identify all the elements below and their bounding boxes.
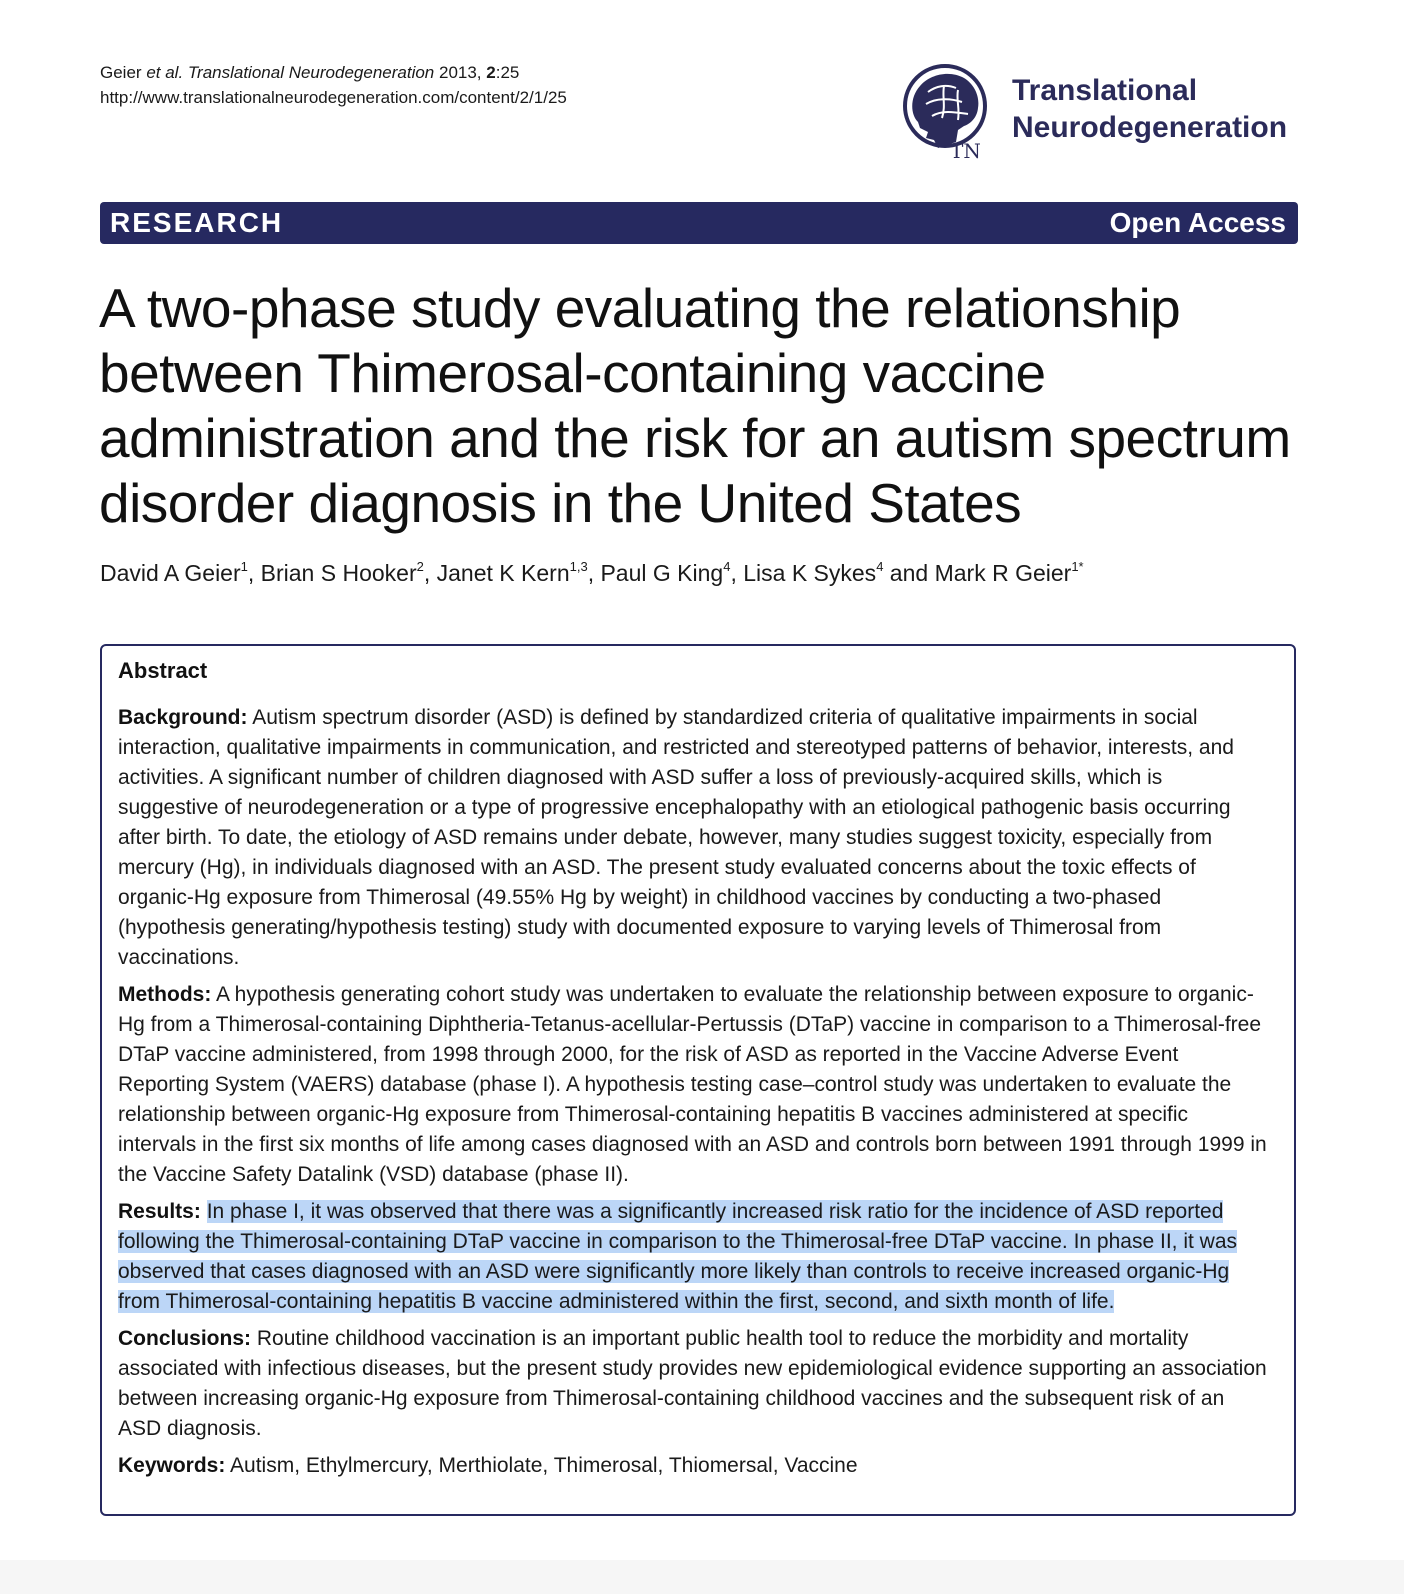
abstract-background xyxy=(118,703,1268,973)
citation-author: Geier xyxy=(100,63,142,82)
author-separator: , xyxy=(587,560,601,586)
section-text: Routine childhood vaccination is an important public health tool to reduce the morbidity and mortality associated with infectious diseases, but the present study provides new epidemiological evidence supporting an association between increasing organic-Hg exposure from Thimerosal-containing childhood vaccines and the subsequent risk of an ASD diagnosis. xyxy=(118,1327,1267,1440)
citation-article: :25 xyxy=(495,63,520,82)
author-name: Mark R Geier xyxy=(934,560,1072,586)
open-access-label: Open Access xyxy=(1109,207,1286,238)
citation-volume: 2 xyxy=(486,63,496,82)
abstract-results xyxy=(118,1197,1268,1317)
author-separator: , xyxy=(247,560,261,586)
section-label: Methods: xyxy=(118,983,212,1006)
abstract-body xyxy=(118,703,1268,1488)
article-url[interactable]: http://www.translationalneurodegeneration.com/content/2/1/25 xyxy=(100,88,567,107)
author-name: Janet K Kern xyxy=(436,560,570,586)
author-affiliation: 1* xyxy=(1071,559,1084,574)
selected-text-highlight[interactable]: In phase I, it was observed that there was a significantly increased risk ratio for the incidence of ASD reported following the Thimerosal-containing DTaP vaccine in comparison to the Thimerosal-free DTaP vaccine. In phase II, it was observed that cases diagnosed with an ASD were significantly more likely than controls to receive increased organic-Hg from Thimerosal-containing hepatitis B vaccine administered within the first, second, and sixth month of life. xyxy=(118,1200,1237,1313)
abstract-keywords xyxy=(118,1451,1268,1481)
citation-header xyxy=(100,60,567,110)
abstract-box xyxy=(100,644,1296,1516)
article-title: A two-phase study evaluating the relationship between Thimerosal-containing vaccine administration and the risk for an autism spectrum disorder diagnosis in the United States xyxy=(99,277,1291,534)
section-label: Results: xyxy=(118,1200,201,1223)
section-label: Background: xyxy=(118,706,248,729)
journal-logo-text xyxy=(1012,72,1287,146)
author-name: Paul G King xyxy=(600,560,724,586)
article-type-banner xyxy=(100,202,1298,244)
author-list xyxy=(100,556,1084,590)
author-name: Lisa K Sykes xyxy=(743,560,877,586)
logo-line-1: Translational xyxy=(1012,74,1198,107)
citation-year: 2013, xyxy=(438,63,482,82)
author-affiliation: 1,3 xyxy=(569,559,588,574)
author-affiliation: 1 xyxy=(240,559,248,574)
author-and: and xyxy=(883,560,935,586)
author-name: David A Geier xyxy=(100,560,241,586)
author-name: Brian S Hooker xyxy=(260,560,417,586)
author-affiliation: 4 xyxy=(723,559,731,574)
abstract-methods xyxy=(118,980,1268,1190)
section-text: A hypothesis generating cohort study was undertaken to evaluate the relationship between exposure to organic-Hg from a Thimerosal-containing Diphtheria-Tetanus-acellular-Pertussis (DTaP) vaccine in comparison to a Thimerosal-free DTaP vaccine administered, from 1998 through 2000, for the risk of ASD as reported in the Vaccine Adverse Event Reporting System (VAERS) database (phase I). A hypothesis testing case–control study was undertaken to evaluate the relationship between organic-Hg exposure from Thimerosal-containing hepatitis B vaccines administered at specific intervals in the first six months of life among cases diagnosed with an ASD and controls born between 1991 through 1999 in the Vaccine Safety Datalink (VSD) database (phase II). xyxy=(118,983,1267,1186)
citation-journal: Translational Neurodegeneration xyxy=(187,63,435,82)
abstract-conclusions xyxy=(118,1324,1268,1444)
logo-line-2: Neurodegeneration xyxy=(1012,111,1288,144)
logo-mark: TN xyxy=(950,139,981,162)
citation-line xyxy=(100,60,567,85)
page-bottom-margin xyxy=(0,1560,1404,1594)
section-text: Autism spectrum disorder (ASD) is defined by standardized criteria of qualitative impairments in social interaction, qualitative impairments in communication, and restricted and stereotyped patterns of behavior, interests, and activities. A significant number of children diagnosed with ASD suffer a loss of previously-acquired skills, which is suggestive of neurodegeneration or a type of progressive encephalopathy with an etiological pathogenic basis occurring after birth. To date, the etiology of ASD remains under debate, however, many studies suggest toxicity, especially from mercury (Hg), in individuals diagnosed with an ASD. The present study evaluated concerns about the toxic effects of organic-Hg exposure from Thimerosal (49.55% Hg by weight) in childhood vaccines by conducting a two-phased (hypothesis generating/hypothesis testing) study with documented exposure to varying levels of Thimerosal from vaccinations. xyxy=(118,706,1234,969)
abstract-heading: Abstract xyxy=(118,658,208,683)
citation-et-al: et al. xyxy=(146,63,184,82)
author-separator: , xyxy=(423,560,437,586)
section-label: Conclusions: xyxy=(118,1327,252,1350)
author-affiliation: 4 xyxy=(876,559,884,574)
journal-logo xyxy=(898,62,1298,162)
section-label: Keywords: xyxy=(118,1454,226,1477)
author-separator: , xyxy=(730,560,744,586)
section-text: Autism, Ethylmercury, Merthiolate, Thimerosal, Thiomersal, Vaccine xyxy=(225,1454,858,1477)
author-affiliation: 2 xyxy=(416,559,424,574)
brain-head-icon xyxy=(898,62,998,162)
article-type-label: RESEARCH xyxy=(110,207,284,238)
